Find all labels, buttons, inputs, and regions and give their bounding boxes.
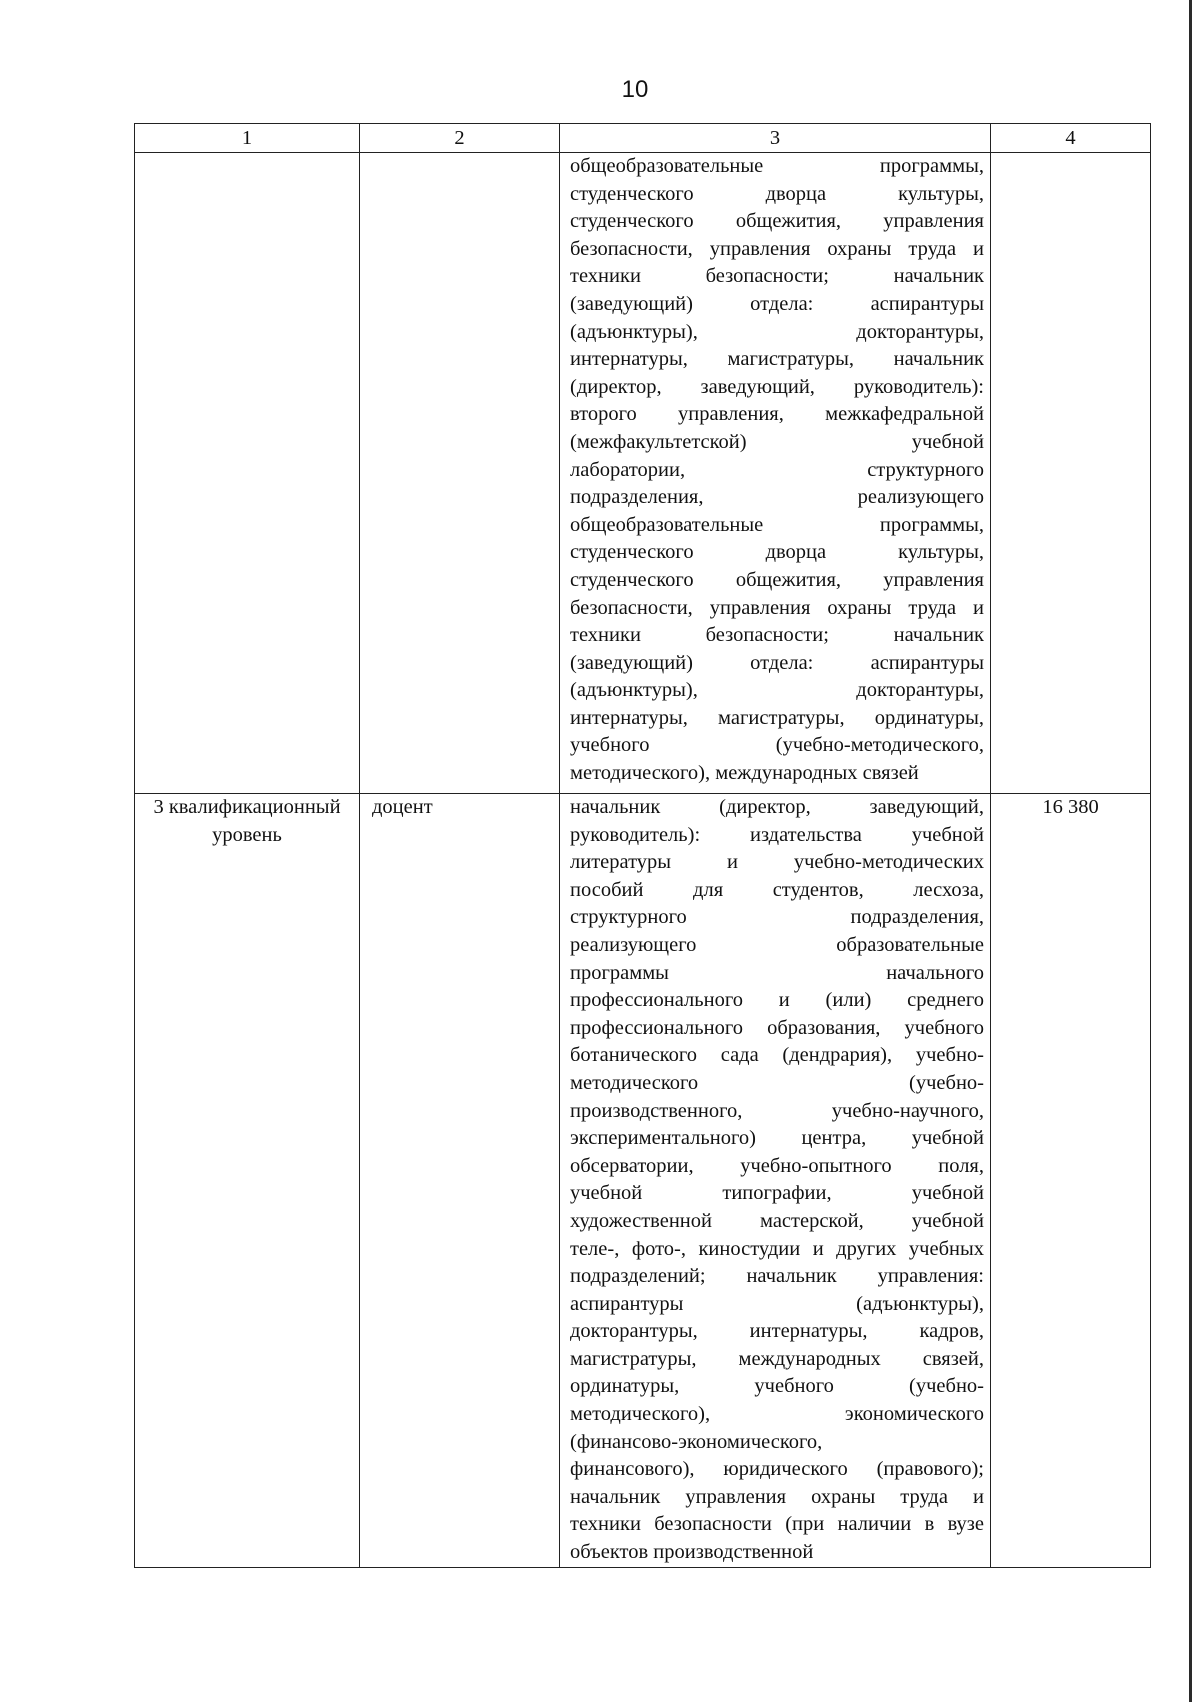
description-line: интернатуры, магистратуры, ординатуры,	[570, 706, 984, 729]
level-line: 3 квалификационный	[153, 796, 341, 818]
description-line: руководитель): издательства учебной	[570, 823, 984, 846]
qualification-table	[134, 123, 1151, 1568]
salary-value: 16 380	[991, 794, 1151, 1568]
description-line: начальник управления охраны труда и	[570, 1485, 984, 1508]
description-line: обсерватории, учебно-опытного поля,	[570, 1154, 984, 1177]
description-line: финансового), юридического (правового);	[570, 1458, 984, 1481]
description-line: (финансово-экономического,	[570, 1430, 823, 1453]
description-cell	[560, 153, 991, 794]
description-line: реализующего образовательные	[570, 933, 984, 956]
description-line: студенческого дворца культуры,	[570, 182, 984, 205]
description-line: производственного, учебно-научного,	[570, 1099, 984, 1122]
table-row	[135, 153, 1151, 794]
description-line: техники безопасности; начальник	[570, 265, 984, 288]
header-cell-1: 1	[135, 124, 360, 153]
table-row	[135, 794, 1151, 1568]
description-line: (межфакультетской) учебной	[570, 430, 984, 453]
description-line: профессионального образования, учебного	[570, 1016, 984, 1039]
description-line: (заведующий) отдела: аспирантуры	[570, 292, 984, 315]
description-line: подразделения, реализующего	[570, 486, 984, 509]
scan-edge-line	[1189, 0, 1192, 1702]
description-line: методического), международных связей	[570, 762, 919, 785]
description-line: художественной мастерской, учебной	[570, 1209, 984, 1232]
description-line: ординатуры, учебного (учебно-	[570, 1375, 984, 1398]
level-cell	[135, 794, 360, 1568]
position-cell: доцент	[360, 794, 560, 1568]
description-line: общеобразовательные программы,	[570, 513, 984, 536]
description-line: методического), экономического	[570, 1403, 984, 1426]
description-line: теле-, фото-, киностудии и других учебных	[570, 1237, 984, 1260]
description-line: студенческого общежития, управления	[570, 568, 984, 591]
description-line: докторантуры, интернатуры, кадров,	[570, 1320, 984, 1343]
description-line: подразделений; начальник управления:	[570, 1265, 984, 1288]
description-line: ботанического сада (дендрария), учебно-	[570, 1044, 984, 1067]
description-line: учебного (учебно-методического,	[570, 734, 984, 757]
header-cell-4: 4	[991, 124, 1151, 153]
description-line: (директор, заведующий, руководитель):	[570, 375, 984, 398]
level-line: уровень	[212, 823, 282, 846]
description-line: техники безопасности; начальник	[570, 624, 984, 647]
header-cell-3: 3	[560, 124, 991, 153]
table-header-row	[135, 124, 1151, 153]
header-cell-2: 2	[360, 124, 560, 153]
description-line: общеобразовательные программы,	[570, 155, 984, 177]
description-line: литературы и учебно-методических	[570, 851, 984, 874]
description-line: аспирантуры (адъюнктуры),	[570, 1292, 984, 1315]
description-line: студенческого общежития, управления	[570, 210, 984, 233]
description-cell	[560, 794, 991, 1568]
description-line: (заведующий) отдела: аспирантуры	[570, 651, 984, 674]
description-line: программы начального	[570, 961, 984, 984]
description-line: методического (учебно-	[570, 1071, 984, 1094]
description-line: экспериментального) центра, учебной	[570, 1127, 984, 1150]
description-line: пособий для студентов, лесхоза,	[570, 878, 984, 901]
description-line: безопасности, управления охраны труда и	[570, 596, 984, 619]
description-line: профессионального и (или) среднего	[570, 989, 984, 1012]
description-line: начальник (директор, заведующий,	[570, 796, 984, 818]
description-text	[570, 794, 984, 1567]
level-cell	[135, 153, 360, 794]
description-line: (адъюнктуры), докторантуры,	[570, 320, 984, 343]
description-line: техники безопасности (при наличии в вузе	[570, 1513, 984, 1536]
description-line: объектов производственной	[570, 1541, 814, 1564]
description-line: второго управления, межкафедральной	[570, 403, 984, 426]
page-number: 10	[621, 76, 649, 103]
description-line: структурного подразделения,	[570, 906, 984, 929]
position-cell	[360, 153, 560, 794]
description-line: лаборатории, структурного	[570, 458, 984, 481]
description-line: магистратуры, международных связей,	[570, 1347, 984, 1370]
description-line: интернатуры, магистратуры, начальник	[570, 348, 984, 371]
description-line: безопасности, управления охраны труда и	[570, 237, 984, 260]
description-line: студенческого дворца культуры,	[570, 541, 984, 564]
description-line: учебной типографии, учебной	[570, 1182, 984, 1205]
value-cell	[991, 153, 1151, 794]
description-text	[570, 153, 984, 788]
description-line: (адъюнктуры), докторантуры,	[570, 679, 984, 702]
